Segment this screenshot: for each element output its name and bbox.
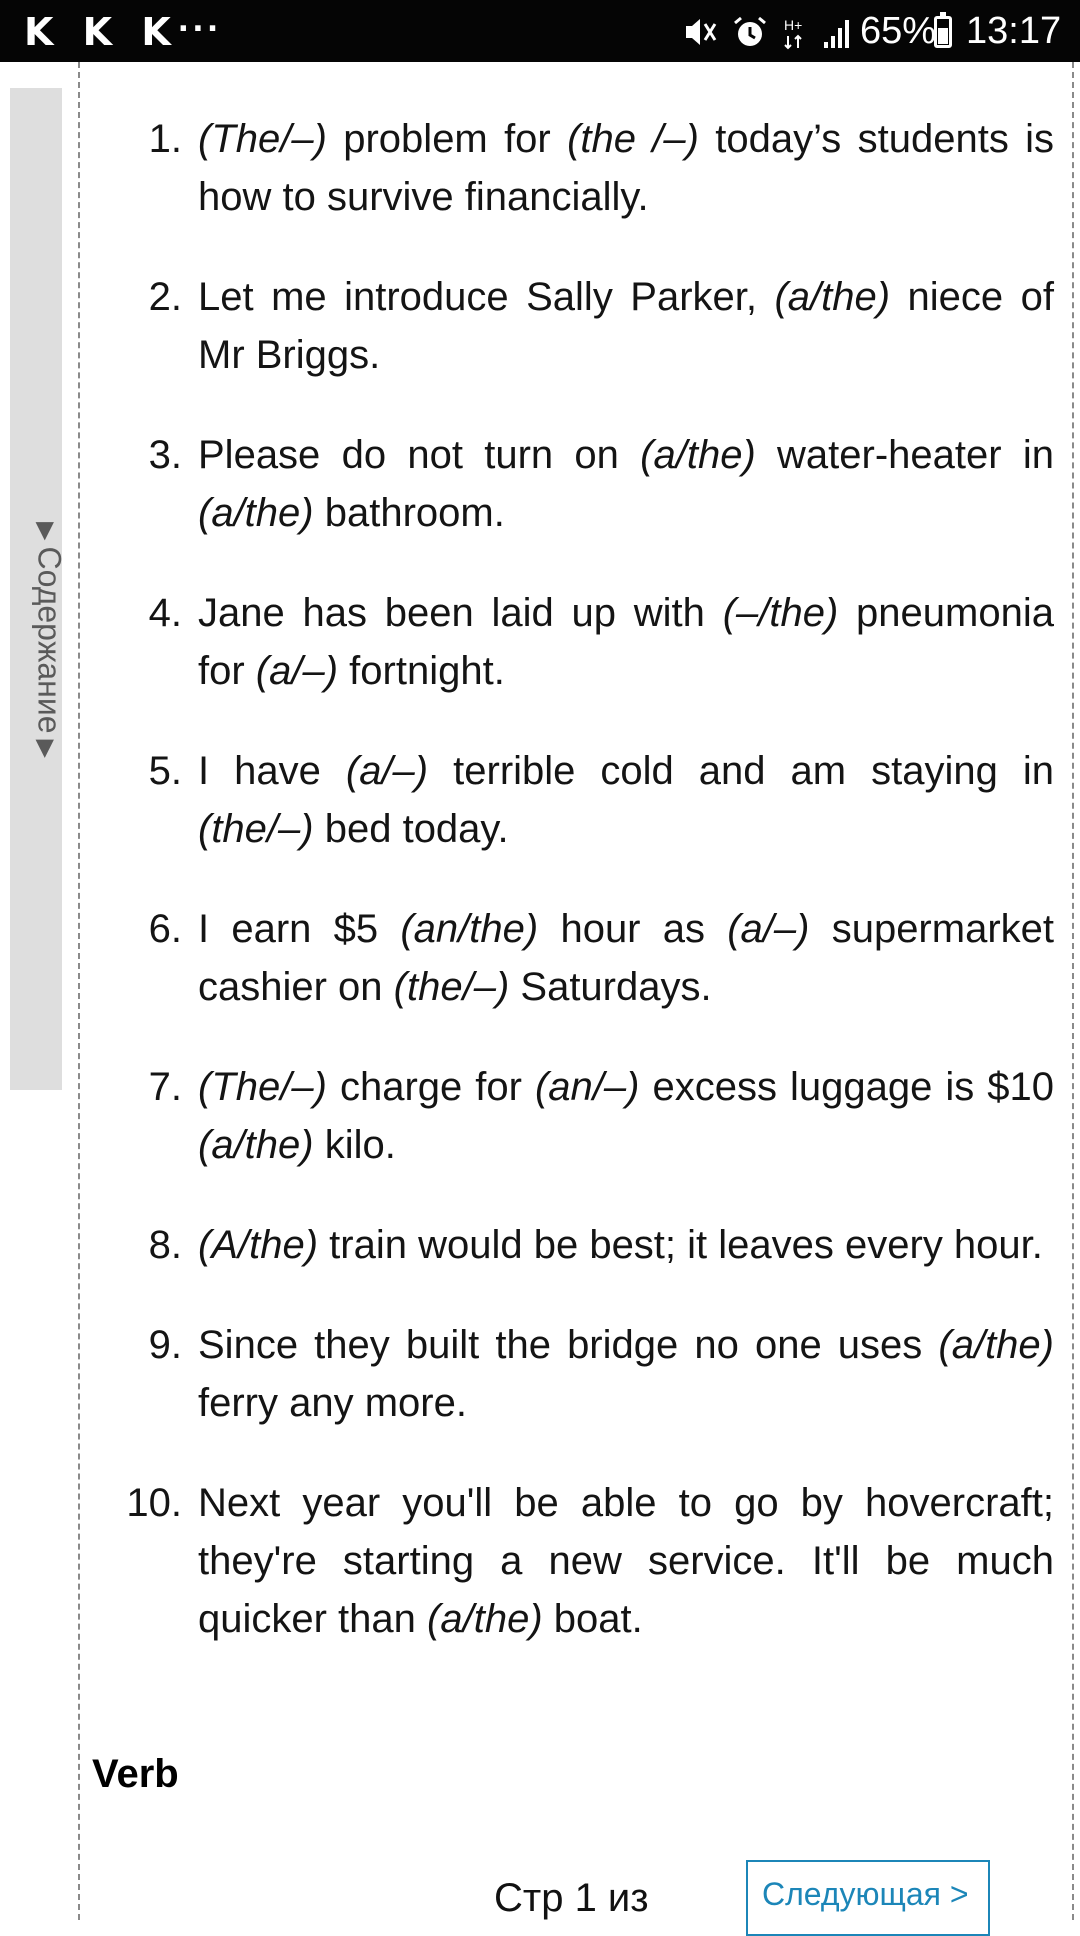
next-page-button[interactable]: Следующая > bbox=[746, 1860, 990, 1936]
status-bar bbox=[0, 0, 1080, 62]
section-heading: Verb bbox=[92, 1752, 179, 1796]
exercise-text: terrible cold and am staying in bbox=[428, 749, 1055, 793]
exercise-number: 4. bbox=[148, 591, 182, 635]
toc-label-text: Содержание bbox=[31, 546, 68, 734]
exercise-text: charge for bbox=[326, 1065, 535, 1109]
article-choice: (a/the) bbox=[938, 1323, 1054, 1367]
exercise-text: I have bbox=[198, 749, 346, 793]
exercise-text: today’s students is how to survive financially. bbox=[198, 117, 1055, 219]
exercise-item bbox=[120, 110, 1054, 226]
article-choice: (a/the) bbox=[640, 433, 756, 477]
exercise-text: excess luggage is $10 bbox=[639, 1065, 1055, 1109]
exercise-text: fortnight. bbox=[338, 649, 505, 693]
article-choice: (the /–) bbox=[567, 117, 699, 161]
article-choice: (The/–) bbox=[198, 117, 327, 161]
toc-label bbox=[31, 516, 68, 764]
article-choice: (the/–) bbox=[393, 965, 510, 1009]
exercise-text: I earn $5 bbox=[198, 907, 401, 951]
page-margin-right bbox=[1072, 62, 1074, 1920]
exercise-item bbox=[120, 268, 1054, 384]
app-notification-icons: K K K bbox=[24, 10, 179, 54]
page-margin-left bbox=[78, 62, 80, 1920]
article-choice: (a/the) bbox=[198, 491, 314, 535]
svg-text:H+: H+ bbox=[784, 17, 803, 33]
article-choice: (a/the) bbox=[198, 1123, 314, 1167]
exercise-text: niece of Mr Briggs. bbox=[198, 275, 1054, 377]
exercise-number: 9. bbox=[148, 1323, 182, 1367]
exercise-text: water-heater in bbox=[755, 433, 1054, 477]
toc-sidebar-tab[interactable] bbox=[10, 88, 68, 1090]
article-choice: (–/the) bbox=[722, 591, 839, 635]
exercise-number: 2. bbox=[148, 275, 182, 319]
system-icons bbox=[682, 12, 852, 52]
exercise-number: 6. bbox=[148, 907, 182, 951]
page-indicator: Стр 1 из bbox=[494, 1876, 649, 1920]
exercise-text: ferry any more. bbox=[198, 1381, 467, 1425]
alarm-icon bbox=[732, 14, 768, 50]
exercise-text: problem for bbox=[326, 117, 568, 161]
exercise-item bbox=[120, 900, 1054, 1016]
toc-arrow-icon: ▶ bbox=[32, 739, 60, 758]
network-hplus-icon bbox=[782, 14, 808, 50]
mute-icon bbox=[682, 14, 718, 50]
exercise-item bbox=[120, 1216, 1054, 1274]
exercise-text: boat. bbox=[542, 1597, 643, 1641]
exercise-number: 3. bbox=[148, 433, 182, 477]
exercise-text: pneumonia for bbox=[198, 591, 1054, 693]
exercise-text: Saturdays. bbox=[509, 965, 712, 1009]
exercise-text: Since they built the bridge no one uses bbox=[198, 1323, 939, 1367]
article-choice: (a/the) bbox=[774, 275, 891, 319]
exercise-item bbox=[120, 584, 1054, 700]
exercise-text: bed today. bbox=[313, 807, 509, 851]
exercise-item bbox=[120, 1474, 1054, 1648]
battery-percent: 65% bbox=[860, 10, 937, 52]
toc-arrow-icon: ▶ bbox=[32, 522, 60, 541]
exercise-text: supermarket cashier on bbox=[198, 907, 1055, 1009]
article-choice: (The/–) bbox=[198, 1065, 327, 1109]
article-choice: (a/–) bbox=[345, 749, 429, 793]
signal-icon bbox=[822, 14, 852, 50]
article-choice: (a/–) bbox=[255, 649, 339, 693]
exercise-text: kilo. bbox=[313, 1123, 396, 1167]
battery-icon bbox=[934, 16, 952, 48]
article-choice: (an/the) bbox=[400, 907, 539, 951]
exercise-item bbox=[120, 1058, 1054, 1174]
more-notifications-icon: ··· bbox=[178, 8, 222, 50]
article-choice: (a/–) bbox=[727, 907, 810, 951]
exercise-number: 8. bbox=[148, 1223, 182, 1267]
exercise-number: 7. bbox=[148, 1065, 182, 1109]
exercise-text: Let me introduce Sally Parker, bbox=[198, 275, 775, 319]
clock: 13:17 bbox=[966, 10, 1062, 52]
exercise-number: 1. bbox=[148, 117, 182, 161]
exercise-text: train would be best; it leaves every hour. bbox=[318, 1223, 1043, 1267]
exercise-number: 5. bbox=[148, 749, 182, 793]
article-choice: (A/the) bbox=[198, 1223, 319, 1267]
exercise-item bbox=[120, 742, 1054, 858]
article-choice: (an/–) bbox=[534, 1065, 640, 1109]
article-choice: (a/the) bbox=[427, 1597, 543, 1641]
exercise-text: hour as bbox=[538, 907, 728, 951]
exercise-item bbox=[120, 1316, 1054, 1432]
article-choice: (the/–) bbox=[198, 807, 314, 851]
exercise-list bbox=[120, 110, 1054, 1690]
exercise-number: 10. bbox=[126, 1481, 182, 1525]
exercise-text: bathroom. bbox=[313, 491, 505, 535]
exercise-text: Jane has been laid up with bbox=[198, 591, 723, 635]
exercise-item bbox=[120, 426, 1054, 542]
exercise-text: Please do not turn on bbox=[198, 433, 641, 477]
exercise-text: Next year you'll be able to go by hovercraft; they're starting a new service. It'll be much quicker than bbox=[198, 1481, 1054, 1641]
